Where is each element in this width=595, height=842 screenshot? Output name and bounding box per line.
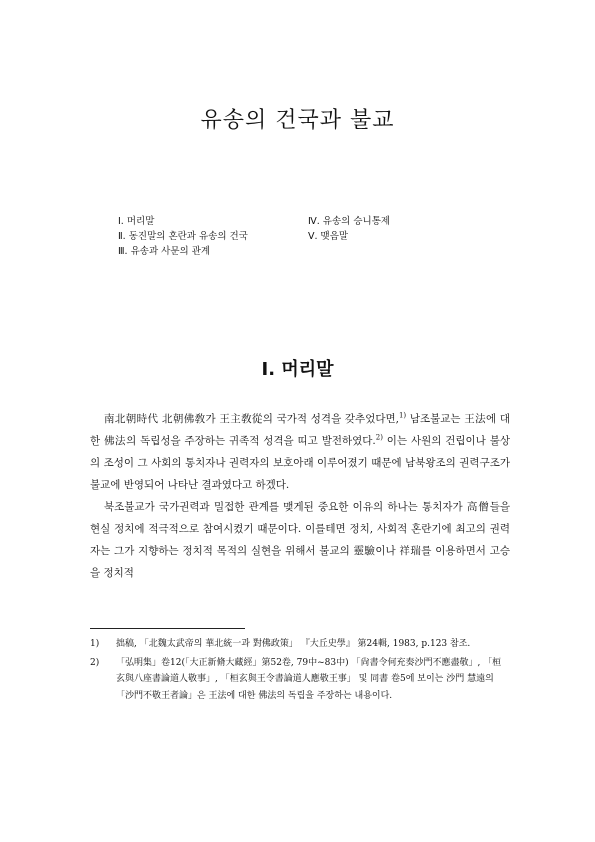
footnote-text: 拙稿, 「北魏太武帝의 華北統一과 對佛政策」 『大丘史學』 第24輯, 1983, p.123 참조. bbox=[116, 639, 471, 649]
toc-column-right bbox=[308, 214, 390, 244]
paragraph: 북조불교가 국가권력과 밀접한 관계를 맺게된 중요한 이유의 하나는 통치자가 高僧들을 현실 정치에 적극적으로 참여시켰기 때문이다. 이를테면 정치, 사회적 혼란기에 최고의 권력자는 그가 지향하는 정치적 목적의 실현을 위해서 불교의 靈驗이나 祥瑞를 이용하면서 고승을 정치적 bbox=[90, 501, 510, 579]
page-title: 유송의 건국과 불교 bbox=[200, 107, 395, 133]
footnote-divider bbox=[90, 628, 245, 629]
footnote-number: 1) bbox=[90, 639, 100, 649]
toc-item: Ⅴ. 맺음말 bbox=[308, 231, 349, 242]
section-heading: Ⅰ. 머리말 bbox=[261, 358, 334, 380]
paragraph-text: 남조불교는 王法에 대한 佛法의 독립성을 주장하는 귀족적 성격을 띠고 발전하였다. bbox=[90, 413, 510, 447]
body-text bbox=[90, 408, 510, 584]
footnote-ref: 2) bbox=[375, 433, 383, 442]
footnote-text: 「弘明集」卷12(「大正新脩大藏經」第52卷, 79中~83中) 「尙書令何充奏沙門不應盡敬」, 「桓玄與八座書論道人敬事」, 「桓玄與王令書論道人應敬王事」 및 同書 卷5에 보이는 沙門 慧遠의 「沙門不敬王者論」은 王法에 대한 佛法의 독립을 주장하는 내용이다. bbox=[116, 657, 502, 701]
footnote-number: 2) bbox=[90, 657, 100, 668]
footnote-ref: 1) bbox=[398, 411, 407, 420]
toc-column-left bbox=[118, 214, 248, 259]
paragraph bbox=[90, 408, 510, 496]
toc-item: Ⅲ. 유송과 사문의 관계 bbox=[118, 246, 211, 257]
paragraph-text: 이는 사원의 건립이나 불상의 조성이 그 사회의 통치자나 권력자의 보호아래 이루어졌기 때문에 남북왕조의 권력구조가 불교에 반영되어 나타난 결과였다고 하겠다. bbox=[90, 435, 510, 491]
paragraph-text: 南北朝時代 北朝佛敎가 王主敎從의 국가적 성격을 갖추었다면, bbox=[104, 413, 399, 425]
footnote bbox=[90, 655, 510, 705]
toc-item: Ⅱ. 동진말의 혼란과 유송의 건국 bbox=[118, 231, 248, 242]
toc-item: Ⅳ. 유송의 승니통제 bbox=[308, 216, 391, 227]
footnote bbox=[90, 636, 510, 653]
toc-item: Ⅰ. 머리말 bbox=[118, 216, 155, 227]
footnotes bbox=[90, 636, 510, 706]
